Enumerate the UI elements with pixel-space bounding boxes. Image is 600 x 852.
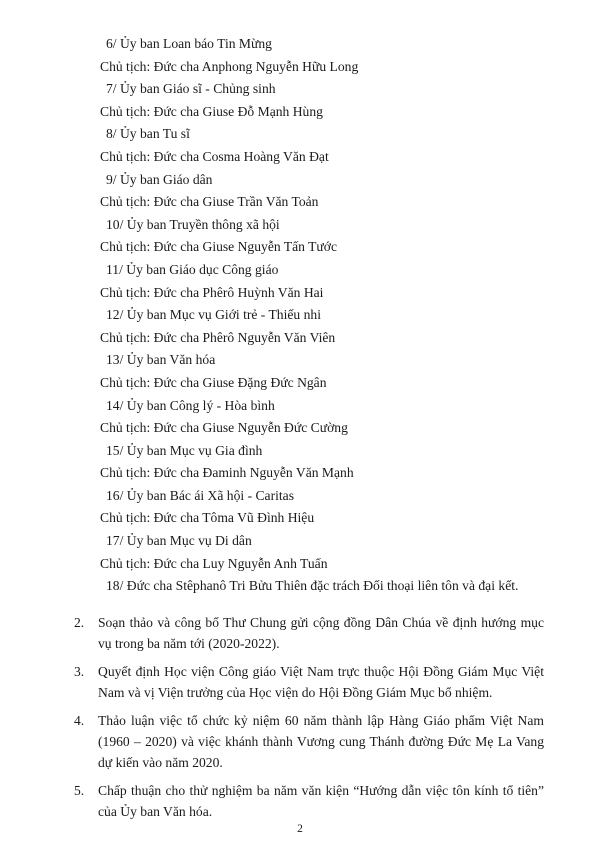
committee-title: 14/ Ủy ban Công lý - Hòa bình [106,397,275,413]
item-text: Quyết định Học viện Công giáo Việt Nam trực thuộc Hội Đồng Giám Mục Việt Nam và vị Viện trưởng của Học viện do Hội Đồng Giám Mục bổ nhiệm. [98,664,544,700]
item-number: 5. [74,783,85,798]
committee-title: 11/ Ủy ban Giáo dục Công giáo [106,261,279,277]
item-number: 4. [74,713,85,728]
page-number: 2 [297,823,303,835]
item-number: 3. [74,664,85,679]
committee-chair: Chủ tịch: Đức cha Cosma Hoàng Văn Đạt [100,148,329,164]
committee-chair: Chủ tịch: Đức cha Luy Nguyễn Anh Tuấn [100,555,328,571]
committee-title: 16/ Ủy ban Bác ái Xã hội - Caritas [106,487,294,503]
committee-title: 10/ Ủy ban Truyền thông xã hội [106,216,280,232]
committee-title: 18/ Đức cha Stêphanô Tri Bửu Thiên đặc trách Đối thoại liên tôn và đại kết. [106,578,519,594]
committee-chair: Chủ tịch: Đức cha Giuse Đỗ Mạnh Hùng [100,103,323,119]
committee-chair: Chủ tịch: Đức cha Anphong Nguyễn Hữu Long [100,58,359,74]
resolution-item [74,661,544,703]
committee-title: 8/ Ủy ban Tu sĩ [106,126,190,142]
committee-title: 13/ Ủy ban Văn hóa [106,352,216,368]
committee-list [100,33,580,598]
resolution-list [74,612,544,829]
committee-chair: Chủ tịch: Đức cha Giuse Nguyễn Tấn Tước [100,239,337,255]
committee-chair: Chủ tịch: Đức cha Giuse Đặng Đức Ngân [100,374,327,390]
committee-title: 7/ Ủy ban Giáo sĩ - Chủng sinh [106,81,276,97]
committee-chair: Chủ tịch: Đức cha Tôma Vũ Đình Hiệu [100,510,315,526]
committee-chair: Chủ tịch: Đức cha Giuse Trần Văn Toản [100,194,319,210]
item-text: Chấp thuận cho thử nghiệm ba năm văn kiện “Hướng dẫn việc tôn kính tổ tiên” của Ủy ban Văn hóa. [98,783,544,819]
resolution-item [74,612,544,654]
committee-title: 9/ Ủy ban Giáo dân [106,171,213,187]
committee-chair: Chủ tịch: Đức cha Đaminh Nguyễn Văn Mạnh [100,465,354,481]
committee-chair: Chủ tịch: Đức cha Giuse Nguyễn Đức Cường [100,420,348,436]
committee-title: 15/ Ủy ban Mục vụ Gia đình [106,442,263,458]
resolution-item [74,780,544,822]
item-text: Soạn thảo và công bố Thư Chung gửi cộng đồng Dân Chúa về định hướng mục vụ trong ba năm tới (2020-2022). [98,615,544,651]
item-number: 2. [74,615,85,630]
committee-title: 17/ Ủy ban Mục vụ Di dân [106,533,252,549]
item-text: Thảo luận việc tổ chức kỷ niệm 60 năm thành lập Hàng Giáo phẩm Việt Nam (1960 – 2020) và việc khánh thành Vương cung Thánh đường Đức Mẹ La Vang dự kiến vào năm 2020. [98,713,544,770]
committee-title: 12/ Ủy ban Mục vụ Giới trẻ - Thiếu nhi [106,307,321,323]
committee-chair: Chủ tịch: Đức cha Phêrô Huỳnh Văn Hai [100,284,324,300]
committee-chair: Chủ tịch: Đức cha Phêrô Nguyễn Văn Viên [100,329,336,345]
committee-title: 6/ Ủy ban Loan báo Tin Mừng [106,36,272,51]
resolution-item [74,710,544,773]
